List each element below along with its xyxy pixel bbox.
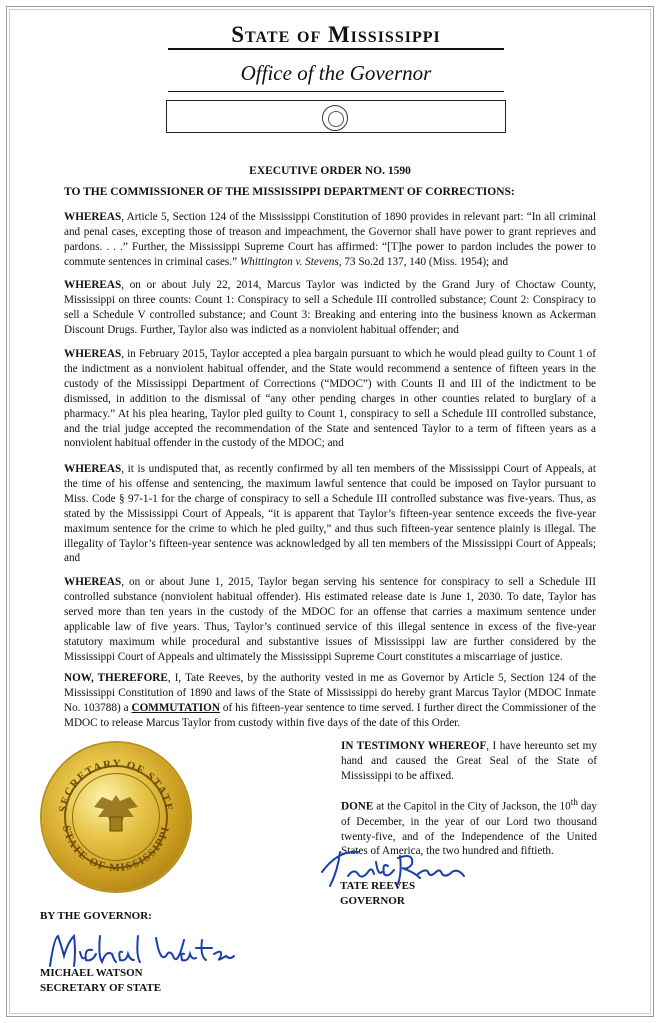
paragraph-whereas-5 <box>64 575 596 664</box>
paragraph-now-therefore <box>64 671 596 731</box>
done-text: day of December, in the year of our Lord two thousand twenty-five, and of the Independence of the United States of America, the two hundred and fiftieth. <box>341 800 598 858</box>
paragraph-keyword: WHEREAS <box>64 463 122 475</box>
letterhead-seal-box <box>166 100 506 133</box>
paragraph-text: , in February 2015, Taylor accepted a plea bargain pursuant to which he would plead guilty to Count 1 of the indictment as a nonviolent habitual offender, and the State would recommend a sentence of fifteen years in the custody of the Mississippi Department of Corrections (“MDOC”) with Counts II and III of the indictment to be dismissed, in addition to the dismissal of “any other pending charges in other counties related to burglary of a pharmacy.” At his plea hearing, Taylor pled guilty to Count 1, conspiracy to sell a Schedule III controlled substance, and the trial judge accepted the recommendation of the State and sentenced Taylor to a term of fifteen years as a nonviolent habitual offender in the custody of the MDOC; and <box>64 348 596 450</box>
done-keyword: DONE <box>341 800 374 813</box>
paragraph-whereas-1 <box>64 210 596 270</box>
mini-seal-icon <box>322 105 348 131</box>
paragraph-keyword: WHEREAS <box>64 348 122 360</box>
paragraph-keyword: WHEREAS <box>64 211 122 223</box>
great-seal-of-mississippi <box>42 743 190 891</box>
header-rule-bottom <box>168 91 504 92</box>
by-the-governor-label: BY THE GOVERNOR: <box>40 910 152 922</box>
seal-emblem <box>42 743 190 891</box>
seal-text-top: SECRETARY OF STATE <box>57 757 175 814</box>
secretary-title: SECRETARY OF STATE <box>40 982 162 994</box>
testimony-clause <box>341 739 597 784</box>
secretary-name: MICHAEL WATSON <box>40 967 143 979</box>
paragraph-whereas-4 <box>64 462 596 566</box>
svg-text:STATE OF MISSISSIPPI <box>60 824 172 874</box>
paragraph-text: , I, Tate Reeves, by the authority vested in me as Governor by Article 5, Section 124 of the Mississippi Constitution of 1890 and laws of the State of Mississippi do hereby grant Marcus Taylor (MDOC Inmate No. 103788) a <box>64 672 596 714</box>
testimony-text: , I have hereunto set my hand and caused the Great Seal of the State of Mississippi to be affixed. <box>341 740 597 782</box>
paragraph-text: , on or about July 22, 2014, Marcus Taylor was indicted by the Grand Jury of Choctaw County, Mississippi on three counts: Count 1: Conspiracy to sell a Schedule III controlled substance; Count 2: Conspiracy to sell a Schedule V controlled substance; and Count 3: Breaking and entering into the business known as Ackerman Discount Drugs. Further, Taylor also was indicted as a nonviolent habitual offender; and <box>64 279 596 336</box>
office-title: Office of the Governor <box>240 61 432 85</box>
paragraph-text: , it is undisputed that, as recently confirmed by all ten members of the Mississippi Court of Appeals, at the time of his offense and sentencing, the maximum lawful sentence that could be imposed on Taylor pursuant to Miss. Code § 97-1-1 for the charge of conspiracy to sell a Schedule III controlled substance was five-years. Thus, as stated by the Mississippi Court of Appeals, “it is apparent that Taylor’s fifteen-year sentence exceeds the five-year maximum sentence for the crime to which he pled guilty,” and thus such fifteen-year sentence plainly is illegal. The illegality of Taylor’s fifteen-year sentence was acknowledged by all ten members of the Mississippi Court of Appeals; and <box>64 463 596 565</box>
paragraph-keyword: NOW, THEREFORE <box>64 672 168 684</box>
paragraph-text: , on or about June 1, 2015, Taylor began serving his sentence for conspiracy to sell a Schedule III controlled substance (nonviolent habitual offender). His estimated release date is June 1, 2030. To date, Taylor has served more than ten years in the custody of the MDOC for an offense that carries a maximum sentence under applicable law of five years. Thus, Taylor’s continued service of this illegal sentence in excess of the five-year statutory maximum while procedural and substantive issues of Mississippi law are further considered by the Mississippi Court of Appeals and ultimately the Mississippi Supreme Court constitutes a miscarriage of justice. <box>64 576 596 663</box>
ordinal-suffix: th <box>570 798 578 808</box>
paragraph-keyword: WHEREAS <box>64 279 122 291</box>
case-citation: Whittington v. Stevens <box>239 255 339 268</box>
order-title: EXECUTIVE ORDER NO. 1590 <box>249 165 411 177</box>
done-text: at the Capitol in the City of Jackson, the 10 <box>373 800 571 813</box>
governor-name: TATE REEVES <box>340 880 416 892</box>
paragraph-keyword: WHEREAS <box>64 576 122 588</box>
paragraph-whereas-2 <box>64 278 596 338</box>
paragraph-whereas-3 <box>64 347 596 451</box>
testimony-keyword: IN TESTIMONY WHEREOF <box>341 740 487 752</box>
paragraph-text: of his fifteen-year sentence to time served. I further direct the Commissioner of the MDOC to release Marcus Taylor from custody within five days of the date of this Order. <box>64 701 596 729</box>
header-rule-top <box>168 48 504 50</box>
commutation-term: COMMUTATION <box>131 701 220 714</box>
paragraph-text: , 73 So.2d 137, 140 (Miss. 1954); and <box>338 255 509 268</box>
seal-text-bottom: STATE OF MISSISSIPPI <box>59 824 173 875</box>
paragraph-text: , Article 5, Section 124 of the Mississippi Constitution of 1890 provides in relevant part: “In all criminal and penal cases, excepting those of treason and impeachment, the Governor shall have power to grant reprieves and pardons. . . .” Further, the Mississippi Supreme Court has affirmed: “[T]he power to pardon includes the power to commute sentences in criminal cases.” <box>64 211 596 268</box>
governor-title: GOVERNOR <box>340 895 405 907</box>
addressee-line: TO THE COMMISSIONER OF THE MISSISSIPPI DEPARTMENT OF CORRECTIONS: <box>64 186 515 198</box>
state-title: State of Mississippi <box>231 22 441 47</box>
